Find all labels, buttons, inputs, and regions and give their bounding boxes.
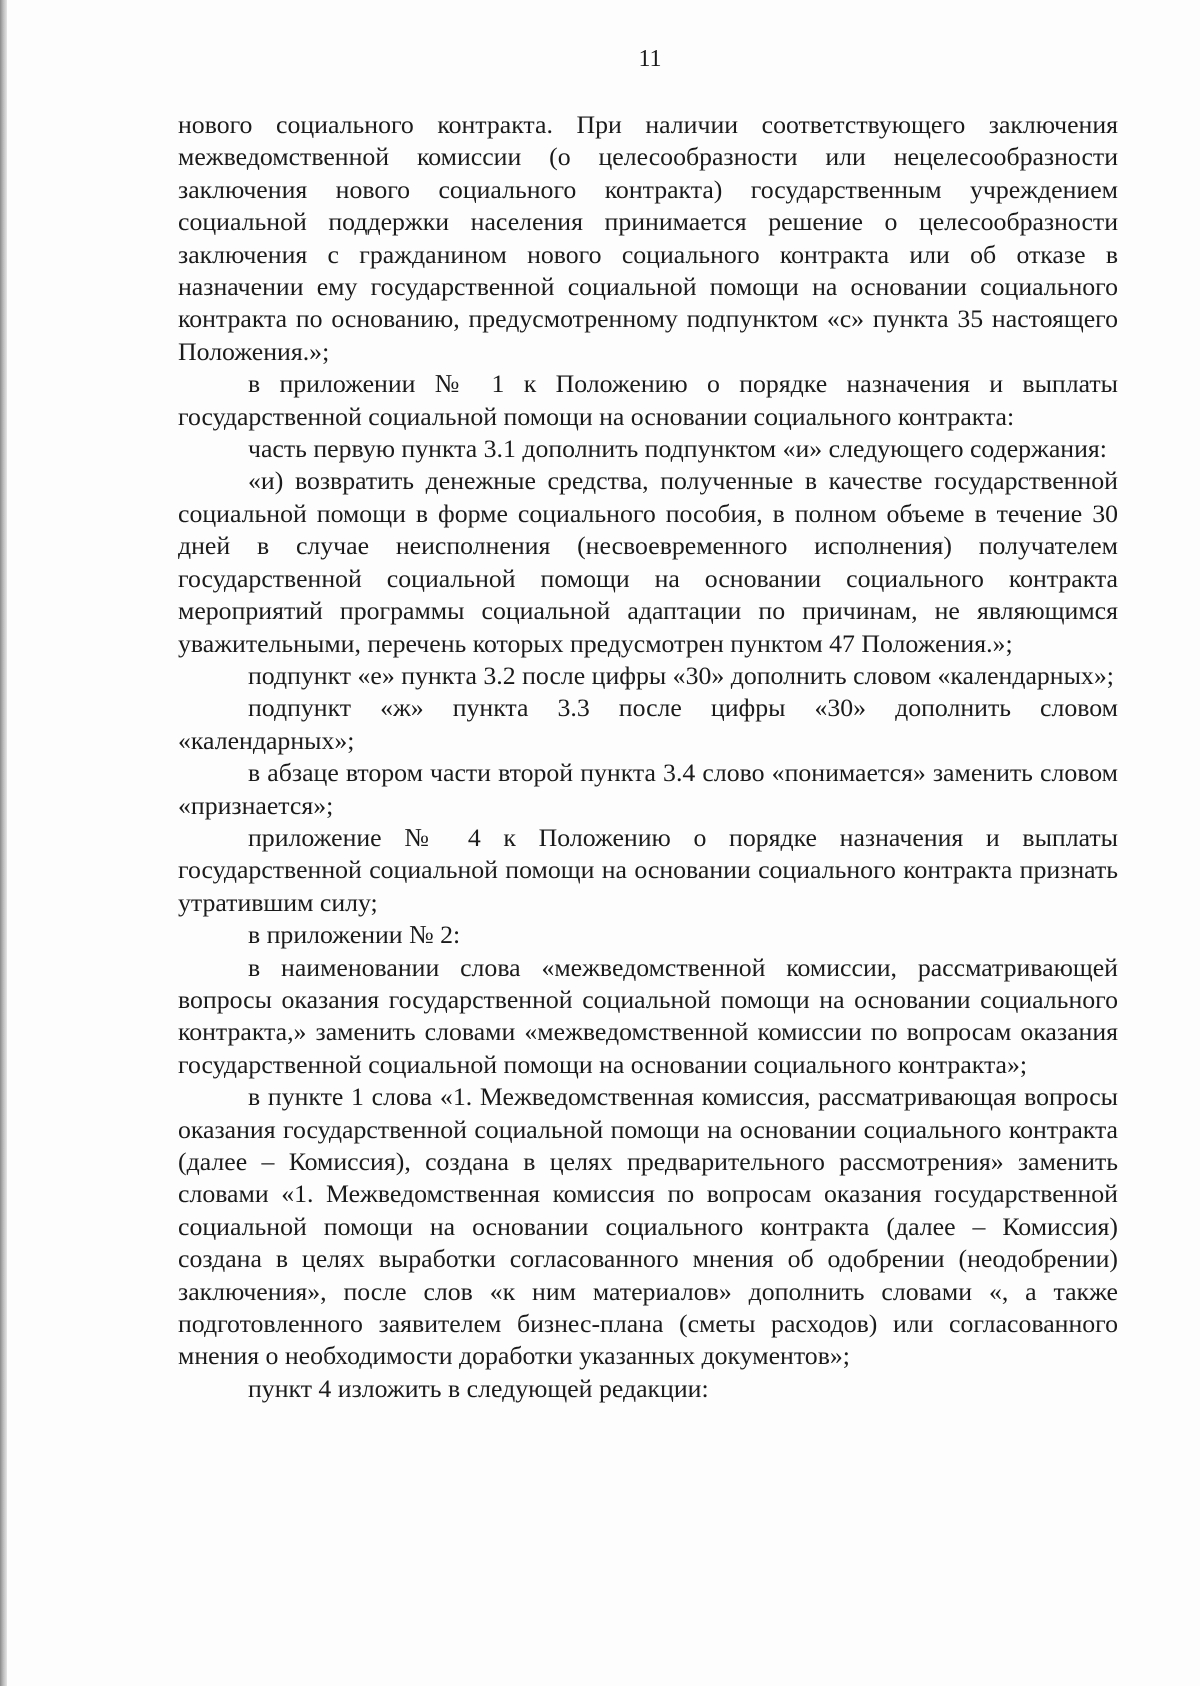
paragraph-continuation: нового социального контракта. При наличии соответствующего заключения межведомственной комиссии (о целесообразности или нецелесообразности заключения нового социального контракта) государственным учреждением социальной поддержки населения принимается решение о целесообразности заключения с гражданином нового социального контракта или об отказе в назначении ему государственной социальной помощи на основании социального контракта по основанию, предусмотренному подпунктом «с» пункта 35 настоящего Положения.»; bbox=[178, 110, 1118, 366]
paragraph-item-3-3: подпункт «ж» пункта 3.3 после цифры «30» дополнить словом «календарных»; bbox=[178, 693, 1118, 755]
paragraph-title-change: в наименовании слова «межведомственной комиссии, рассматривающей вопросы оказания государственной социальной помощи на основании социального контракта,» заменить словами «межведомственной комиссии по вопросам оказания государственной социальной помощи на основании социального контракта»; bbox=[178, 952, 1118, 1079]
paragraph-item-3-4: в абзаце втором части второй пункта 3.4 слово «понимается» заменить словом «признается»; bbox=[178, 758, 1118, 820]
document-body bbox=[178, 109, 1118, 1405]
scan-edge-shadow bbox=[0, 0, 7, 1686]
paragraph-appendix-2-intro: в приложении № 2: bbox=[248, 920, 461, 950]
paragraph-item-1-change: в пункте 1 слова «1. Межведомственная комиссия, рассматривающая вопросы оказания государственной социальной помощи на основании социального контракта (далее – Комиссия), создана в целях предварительного рассмотрения» заменить словами «1. Межведомственная комиссия по вопросам оказания государственной социальной помощи на основании социального контракта (далее – Комиссия) создана в целях выработки согласованного мнения об одобрении (неодобрении) заключения», после слов «к ним материалов» дополнить словами «, а также подготовленного заявителем бизнес-плана (сметы расходов) или согласованного мнения о необходимости доработки указанных документов»; bbox=[178, 1082, 1118, 1371]
paragraph-item-3-1: часть первую пункта 3.1 дополнить подпунктом «и» следующего содержания: bbox=[248, 434, 1107, 464]
paragraph-subitem-i: «и) возвратить денежные средства, полученные в качестве государственной социальной помощи в форме социального пособия, в полном объеме в течение 30 дней в случае неисполнения (несвоевременного исполнения) получателем государственной социальной помощи на основании социального контракта мероприятий программы социальной адаптации по причинам, не являющимся уважительными, перечень которых предусмотрен пунктом 47 Положения.»; bbox=[178, 466, 1118, 658]
paragraph-appendix-4: приложение № 4 к Положению о порядке назначения и выплаты государственной социальной помощи на основании социального контракта признать утратившим силу; bbox=[178, 822, 1118, 917]
paragraph-item-3-2: подпункт «е» пункта 3.2 после цифры «30» дополнить словом «календарных»; bbox=[248, 660, 1114, 690]
paragraph-appendix-1-intro: в приложении № 1 к Положению о порядке назначения и выплаты государственной социальной помощи на основании социального контракта: bbox=[178, 369, 1118, 431]
paragraph-item-4-intro: пункт 4 изложить в следующей редакции: bbox=[248, 1373, 709, 1403]
page-number: 11 bbox=[638, 46, 662, 72]
